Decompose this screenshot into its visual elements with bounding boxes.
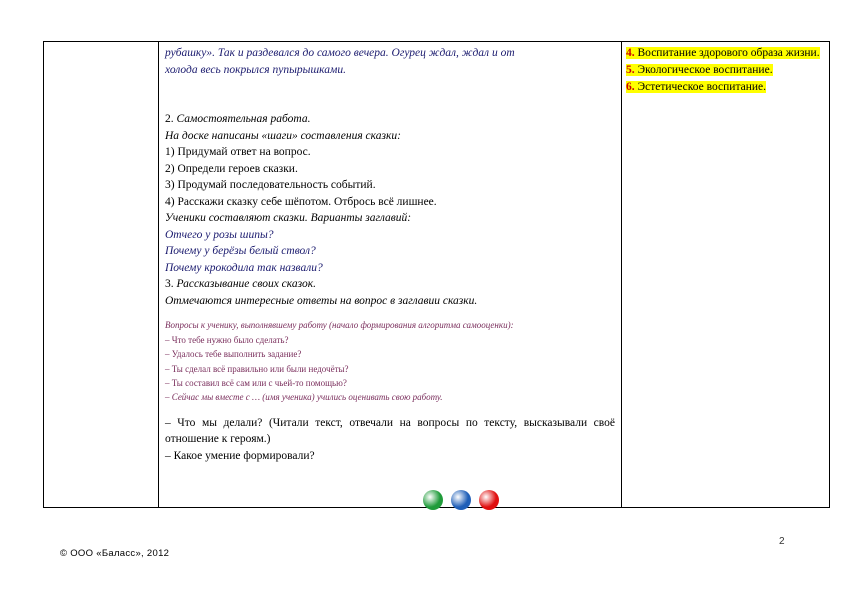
goal-item: 4. Воспитание здорового образа жизни. bbox=[626, 47, 820, 59]
page-number: 2 bbox=[779, 536, 785, 547]
title-variant: Почему крокодила так назвали? bbox=[165, 261, 323, 274]
spacer bbox=[165, 78, 615, 111]
intro-line-1: рубашку». Так и раздевался до самого вечера. Огурец ждал, ждал и от bbox=[165, 47, 515, 59]
task2-heading bbox=[165, 111, 615, 128]
red-circle-icon bbox=[479, 490, 499, 510]
question-item: – Удалось тебе выполнить задание? bbox=[165, 349, 302, 360]
copyright-footer: © ООО «Баласс», 2012 bbox=[60, 548, 170, 559]
step-item: 2) Определи героев сказки. bbox=[165, 162, 298, 175]
task3-note: Отмечаются интересные ответы на вопрос в заглавии сказки. bbox=[165, 294, 478, 307]
question-item: – Что тебе нужно было сделать? bbox=[165, 334, 289, 345]
step-item: 3) Продумай последовательность событий. bbox=[165, 179, 376, 191]
question-item: – Ты сделал всё правильно или были недочёты? bbox=[165, 363, 349, 374]
column-divider-left bbox=[158, 42, 159, 507]
goals-cell bbox=[626, 45, 826, 96]
green-circle-icon bbox=[423, 490, 443, 510]
board-note: На доске написаны «шаги» составления сказки: bbox=[165, 129, 401, 142]
column-divider-right bbox=[621, 42, 622, 507]
task3-heading bbox=[165, 276, 615, 293]
intro-line-2: холода весь покрылся пупырышками. bbox=[165, 63, 346, 76]
closing-question-1: – Что мы делали? (Читали текст, отвечали на вопросы по тексту, высказывали своё отношение к героям.) bbox=[165, 416, 615, 446]
task3-title: Рассказывание своих сказок. bbox=[176, 278, 316, 290]
evaluation-dots bbox=[423, 490, 499, 510]
task2-number: 2. bbox=[165, 113, 177, 125]
lesson-table bbox=[43, 41, 830, 508]
task3-number: 3. bbox=[165, 278, 177, 290]
students-note: Ученики составляют сказки. Варианты заглавий: bbox=[165, 212, 412, 224]
question-item: – Ты составил всё сам или с чьей-то помощью? bbox=[165, 378, 347, 389]
step-item: 1) Придумай ответ на вопрос. bbox=[165, 146, 311, 158]
title-variant: Отчего у розы шипы? bbox=[165, 228, 274, 241]
lesson-content-cell bbox=[165, 45, 615, 464]
goal-item: 5. Экологическое воспитание. bbox=[626, 64, 773, 76]
blue-circle-icon bbox=[451, 490, 471, 510]
question-item-last: – Сейчас мы вместе с … (имя ученика) учились оценивать свою работу. bbox=[165, 392, 443, 403]
questions-title: Вопросы к ученику, выполнявшему работу (начало формирования алгоритма самооценки): bbox=[165, 320, 514, 330]
step-item: 4) Расскажи сказку себе шёпотом. Отбрось всё лишнее. bbox=[165, 195, 437, 208]
goal-item: 6. Эстетическое воспитание. bbox=[626, 81, 767, 93]
closing-question-2: – Какое умение формировали? bbox=[165, 449, 315, 462]
task2-title: Самостоятельная работа. bbox=[176, 113, 311, 125]
title-variant: Почему у берёзы белый ствол? bbox=[165, 245, 316, 257]
